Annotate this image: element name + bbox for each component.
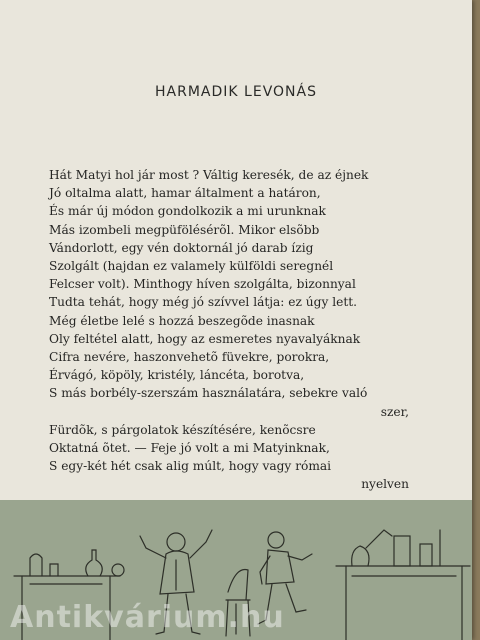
poem-line: Cifra nevére, haszonvehetõ füvekre, porokra, (49, 350, 330, 365)
poem-line: S más borbély-szerszám használatára, sebekre való (49, 386, 368, 401)
poem-line: Tudta tehát, hogy még jó szívvel látja: ez úgy lett. (49, 295, 357, 310)
poem-text (49, 166, 409, 494)
poem-line: Más izombeli megpüfölésérõl. Mikor elsõbb (49, 222, 320, 237)
poem-line: Fürdõk, s párgolatok készítésére, kenõcsre (49, 422, 316, 437)
beaker-icon (394, 536, 410, 566)
poem-line: Felcser volt). Minthogy híven szolgálta, bizonnyal (49, 277, 356, 292)
page-heading: HARMADIK LEVONÁS (155, 84, 317, 100)
jar-icon (50, 564, 58, 576)
poem-line: Érvágó, köpöly, kristély, láncéta, borotva, (49, 368, 305, 383)
retort-icon (352, 546, 369, 566)
poem-line-continuation: nyelven (361, 477, 409, 492)
poem-line: Oktatná õtet. — Feje jó volt a mi Matyinknak, (49, 441, 330, 456)
poem-line: Oly feltétel alatt, hogy az esmeretes nyavalyáknak (49, 331, 361, 346)
poem-line: Szolgált (hajdan ez valamely külföldi seregnél (49, 259, 334, 274)
poem-line: S egy-két hét csak alig múlt, hogy vagy római (49, 459, 332, 474)
jar-icon (30, 554, 42, 576)
poem-line: Hát Matyi hol jár most ? Váltig keresék, de az éjnek (49, 168, 369, 182)
poem-line: És már új módon gondolkozik a mi urunknak (49, 204, 326, 219)
poem-line: Vándorlott, egy vén doktornál jó darab ízig (49, 240, 314, 255)
poem-line-continuation: szer, (380, 404, 409, 419)
watermark-text: Antikvárium.hu (10, 600, 285, 635)
flask-icon (86, 550, 103, 576)
bottle-icon (420, 544, 432, 566)
poem-line: Még életbe lelé s hozzá beszegõde inasnak (49, 313, 315, 328)
poem-line: Jó oltalma alatt, hamar általment a határon, (49, 186, 321, 201)
